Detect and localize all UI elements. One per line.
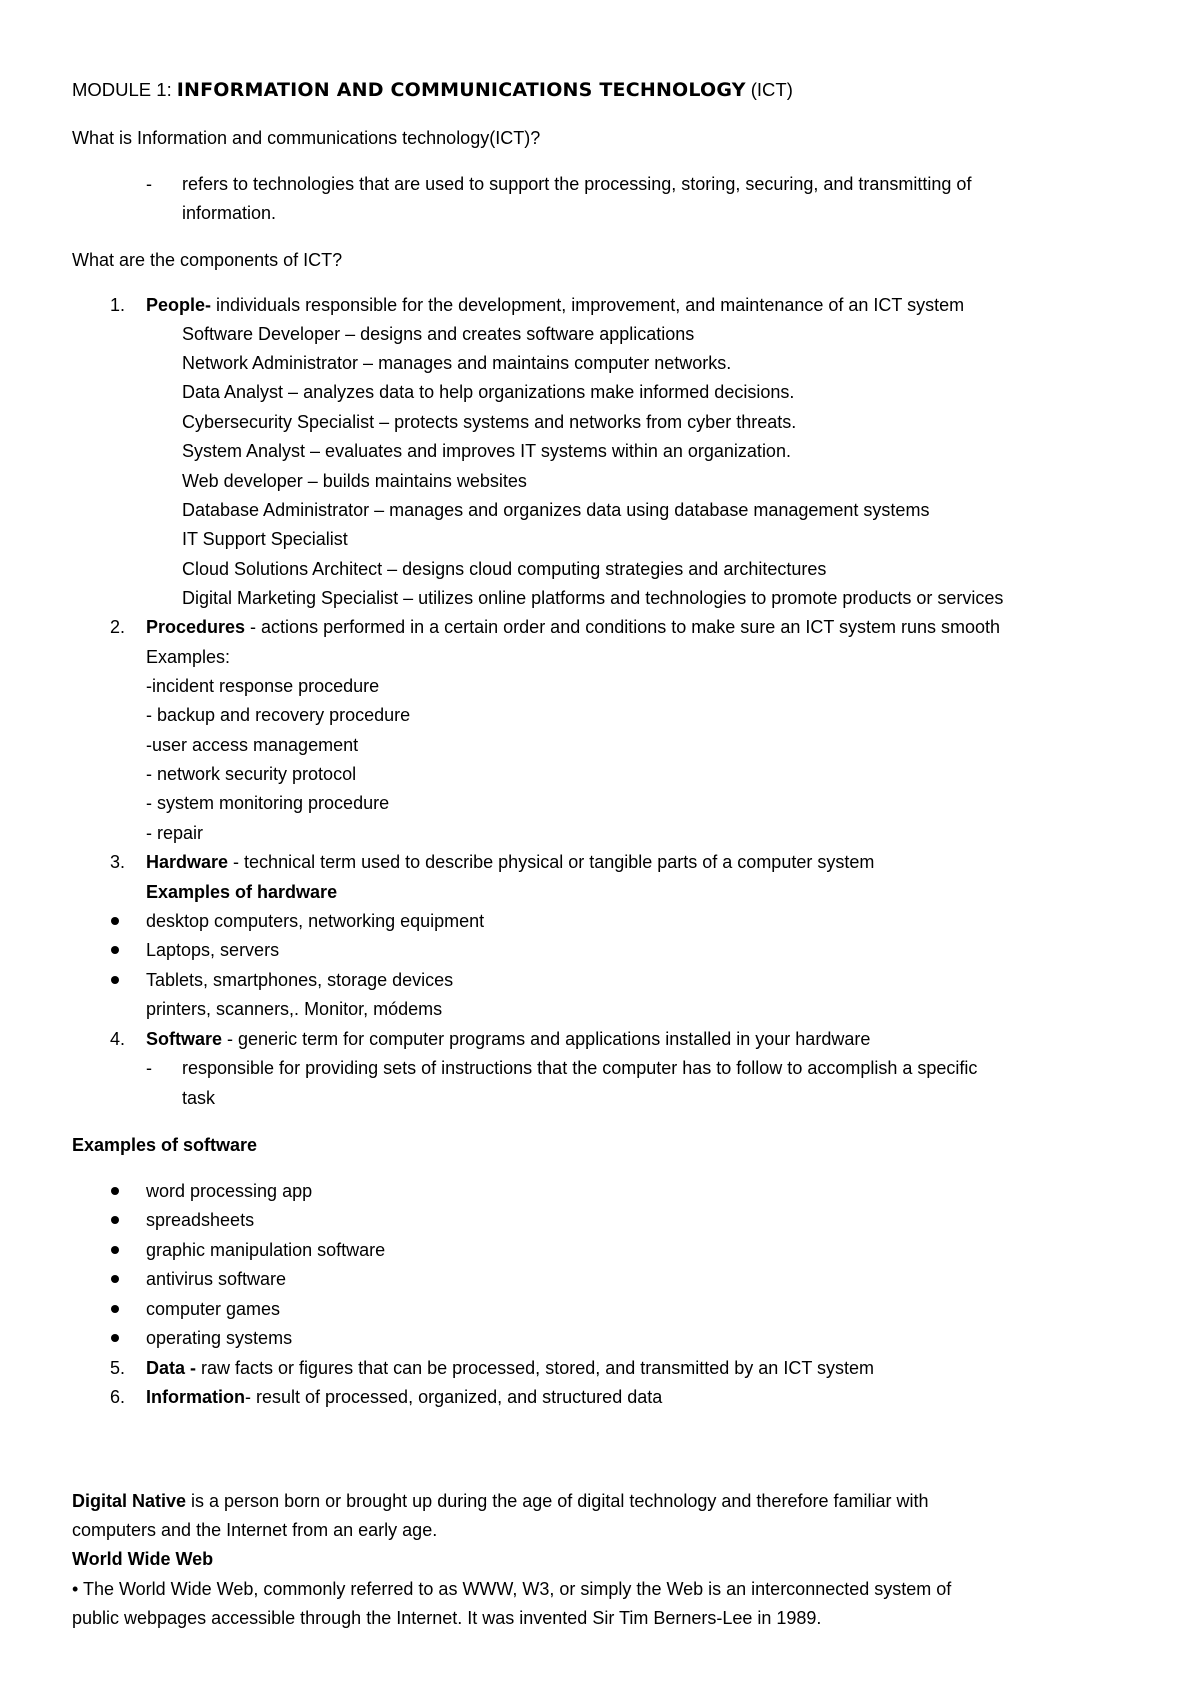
information-item — [146, 1386, 662, 1408]
dash-marker: - — [146, 174, 152, 194]
software-definition: - generic term for computer programs and applications installed in your hardware — [222, 1029, 871, 1049]
software-bullet: graphic manipulation software — [146, 1240, 386, 1260]
data-term: Data - — [146, 1358, 197, 1378]
www-line2: public webpages accessible through the Internet. It was invented Sir Tim Berners-Lee in 1989. — [72, 1608, 822, 1628]
list-number: 6. — [110, 1387, 126, 1407]
bullet-icon — [111, 976, 119, 984]
hardware-bullet: Laptops, servers — [146, 940, 280, 960]
intro-question: What is Information and communications technology(ICT)? — [72, 128, 541, 148]
module-suffix: (ICT) — [750, 79, 793, 100]
software-bullet: computer games — [146, 1299, 281, 1319]
procedure-example: - backup and recovery procedure — [146, 705, 411, 725]
software-item — [146, 1028, 870, 1050]
procedure-example: - repair — [146, 823, 204, 843]
procedures-term: Procedures — [146, 617, 246, 637]
role-item: Digital Marketing Specialist – utilizes online platforms and technologies to promote products or services — [182, 588, 1004, 608]
digital-native-term: Digital Native — [72, 1491, 187, 1511]
digital-native-definition: is a person born or brought up during the age of digital technology and therefore familiar with — [186, 1491, 929, 1511]
role-item: Data Analyst – analyzes data to help organizations make informed decisions. — [182, 382, 795, 402]
list-number: 5. — [110, 1358, 126, 1378]
digital-native-line2: computers and the Internet from an early age. — [72, 1520, 438, 1540]
dash-marker: - — [146, 1058, 152, 1078]
bullet-icon — [111, 1334, 119, 1342]
www-heading: World Wide Web — [72, 1549, 214, 1569]
list-number: 1. — [110, 295, 126, 315]
data-item — [146, 1357, 874, 1379]
people-item — [146, 294, 964, 316]
role-item: Database Administrator – manages and organizes data using database management systems — [182, 500, 930, 520]
software-bullet: spreadsheets — [146, 1210, 255, 1230]
module-title: INFORMATION AND COMMUNICATIONS TECHNOLOGY — [176, 79, 746, 101]
procedures-definition: - actions performed in a certain order and conditions to make sure an ICT system runs smooth — [245, 617, 1001, 637]
digital-native-line1 — [72, 1490, 929, 1512]
role-item: System Analyst – evaluates and improves IT systems within an organization. — [182, 441, 791, 461]
procedures-item — [146, 616, 1000, 638]
list-number: 3. — [110, 852, 126, 872]
hardware-extra-line: printers, scanners,. Monitor, módems — [146, 999, 443, 1019]
module-prefix: MODULE 1: — [72, 79, 172, 100]
bullet-icon — [111, 1187, 119, 1195]
role-item: Software Developer – designs and creates software applications — [182, 324, 695, 344]
bullet-icon — [111, 1246, 119, 1254]
bullet-icon — [111, 946, 119, 954]
www-line1: • The World Wide Web, commonly referred to as WWW, W3, or simply the Web is an interconnected system of — [72, 1579, 952, 1599]
software-bullet: word processing app — [146, 1181, 313, 1201]
software-term: Software — [146, 1029, 223, 1049]
software-examples-heading: Examples of software — [72, 1135, 258, 1155]
intro-answer-line2: information. — [182, 203, 277, 223]
role-item: Cloud Solutions Architect – designs cloud computing strategies and architectures — [182, 559, 827, 579]
hardware-definition: - technical term used to describe physical or tangible parts of a computer system — [228, 852, 875, 872]
procedure-example: -user access management — [146, 735, 359, 755]
hardware-examples-label: Examples of hardware — [146, 882, 338, 902]
hardware-term: Hardware — [146, 852, 229, 872]
information-term: Information — [146, 1387, 245, 1407]
procedures-examples-label: Examples: — [146, 647, 231, 667]
hardware-item — [146, 851, 874, 873]
procedure-example: - system monitoring procedure — [146, 793, 390, 813]
software-bullet: operating systems — [146, 1328, 293, 1348]
role-item: IT Support Specialist — [182, 529, 348, 549]
people-definition: individuals responsible for the development, improvement, and maintenance of an ICT system — [211, 295, 965, 315]
bullet-icon — [111, 1305, 119, 1313]
intro-answer-line1: refers to technologies that are used to support the processing, storing, securing, and transmitting of — [182, 174, 972, 194]
components-question: What are the components of ICT? — [72, 250, 343, 270]
role-item: Network Administrator – manages and maintains computer networks. — [182, 353, 732, 373]
role-item: Cybersecurity Specialist – protects systems and networks from cyber threats. — [182, 412, 797, 432]
software-sub-line2: task — [182, 1088, 216, 1108]
people-term: People- — [146, 295, 212, 315]
software-bullet: antivirus software — [146, 1269, 287, 1289]
bullet-icon — [111, 1216, 119, 1224]
data-definition: raw facts or figures that can be processed, stored, and transmitted by an ICT system — [196, 1358, 874, 1378]
list-number: 4. — [110, 1029, 126, 1049]
bullet-icon — [111, 1275, 119, 1283]
page-title — [72, 79, 793, 101]
hardware-bullet: Tablets, smartphones, storage devices — [146, 970, 454, 990]
software-sub-line1: responsible for providing sets of instructions that the computer has to follow to accomplish a specific — [182, 1058, 978, 1078]
hardware-bullet: desktop computers, networking equipment — [146, 911, 485, 931]
procedure-example: -incident response procedure — [146, 676, 380, 696]
information-definition: - result of processed, organized, and structured data — [245, 1387, 663, 1407]
list-number: 2. — [110, 617, 126, 637]
role-item: Web developer – builds maintains websites — [182, 471, 527, 491]
procedure-example: - network security protocol — [146, 764, 357, 784]
bullet-icon — [111, 917, 119, 925]
